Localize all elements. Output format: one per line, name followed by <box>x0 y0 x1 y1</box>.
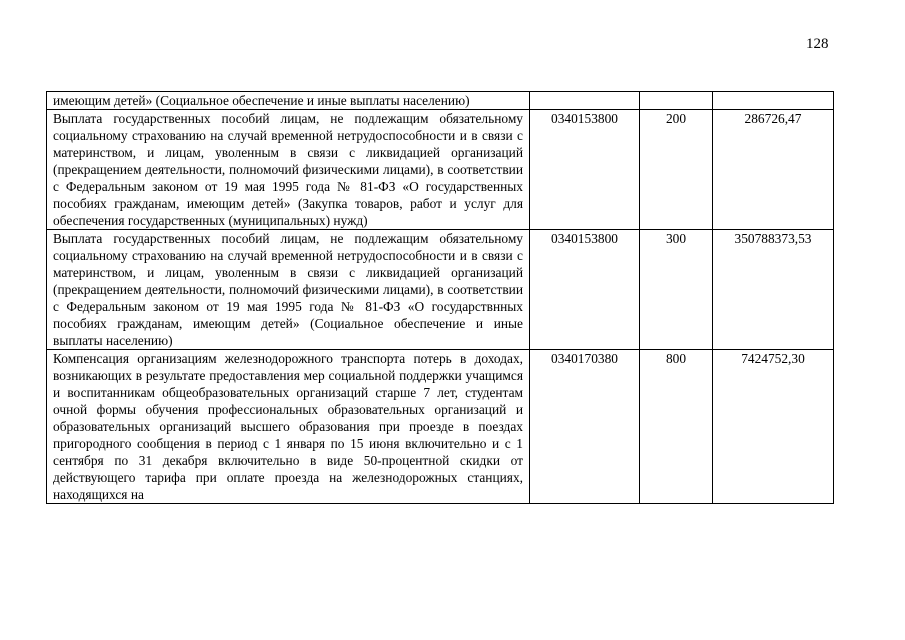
row-amount <box>713 92 834 110</box>
row-code <box>530 92 640 110</box>
table-row <box>47 230 834 350</box>
row-expense-type: 800 <box>640 350 713 504</box>
budget-table <box>46 91 834 504</box>
table-row <box>47 92 834 110</box>
row-code: 0340153800 <box>530 230 640 350</box>
row-description: Выплата государственных пособий лицам, не подлежащим обязательному социальному страхованию на случай временной нетрудоспособности и в связи с материнством, и лицам, уволенным в связи с ликвидацией организаций (прекращением деятельности, полномочий физическими лицами), в соответствии с Федеральным законом от 19 мая 1995 года № 81-ФЗ «О государствнных пособиях гражданам, имеющим детей» (Социальное обеспечение и иные выплаты населению) <box>47 230 530 350</box>
row-expense-type: 300 <box>640 230 713 350</box>
row-description: Выплата государственных пособий лицам, не подлежащим обязательному социальному страхованию на случай временной нетрудоспособности и в связи с материнством, и лицам, уволенным в связи с ликвидацией организаций (прекращением деятельности, полномочий физическими лицами), в соответствии с Федеральным законом от 19 мая 1995 года № 81-ФЗ «О государственных пособиях гражданам, имеющим детей» (Закупка товаров, работ и услуг для обеспечения государственных (муниципальных) нужд) <box>47 110 530 230</box>
row-expense-type: 200 <box>640 110 713 230</box>
row-amount: 350788373,53 <box>713 230 834 350</box>
row-code: 0340153800 <box>530 110 640 230</box>
table-row <box>47 110 834 230</box>
row-description: имеющим детей» (Социальное обеспечение и иные выплаты населению) <box>47 92 530 110</box>
row-amount: 286726,47 <box>713 110 834 230</box>
page-number: 128 <box>806 36 829 52</box>
row-amount: 7424752,30 <box>713 350 834 504</box>
row-code: 0340170380 <box>530 350 640 504</box>
row-description: Компенсация организациям железнодорожного транспорта потерь в доходах, возникающих в результате предоставления мер социальной поддержки учащимся и воспитанникам общеобразовательных организаций старше 7 лет, студентам очной формы обучения профессиональных образовательных организаций и образовательных организаций высшего образования при проезде в поездах пригородного сообщения в период с 1 января по 15 июня включительно и с 1 сентября по 31 декабря включительно в виде 50-процентной скидки от действующего тарифа при оплате проезда на железнодорожных станциях, находящихся на <box>47 350 530 504</box>
row-expense-type <box>640 92 713 110</box>
table-row <box>47 350 834 504</box>
